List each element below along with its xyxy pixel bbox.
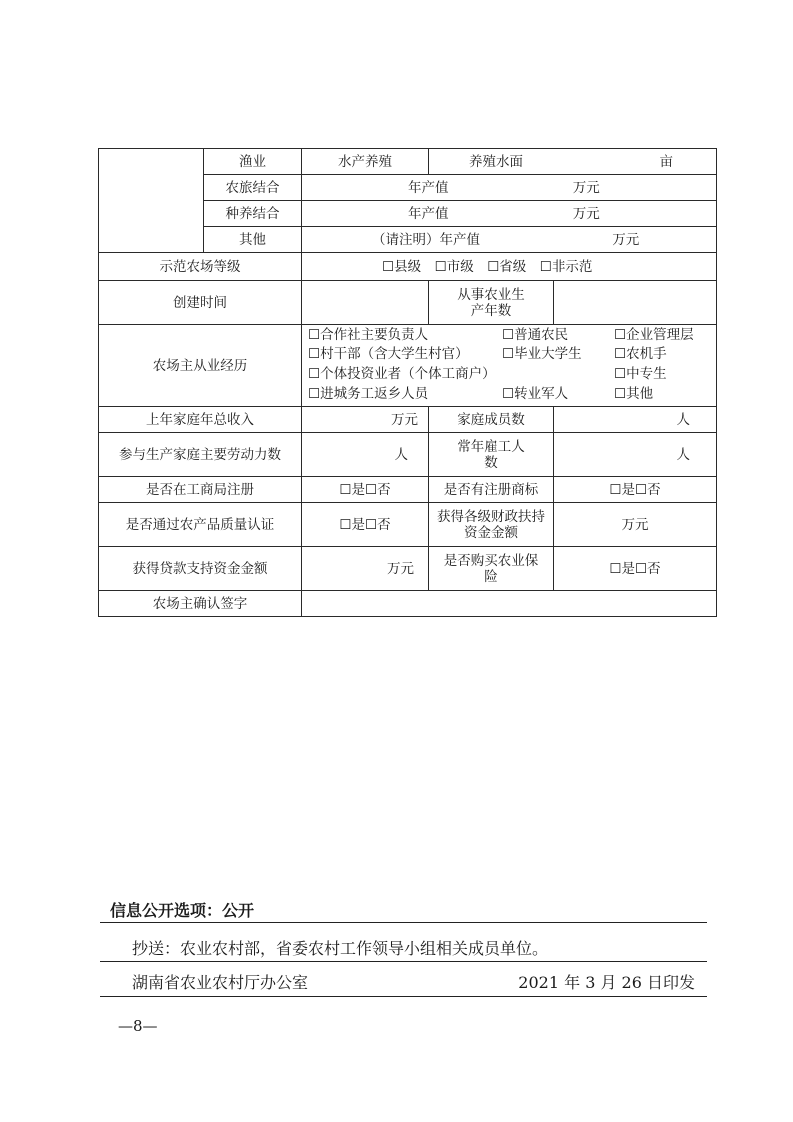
insurance-value[interactable]: ☐是☐否 <box>554 547 717 591</box>
demo-level-label: 示范农场等级 <box>99 253 302 281</box>
divider-top <box>100 922 707 923</box>
farming-years-text: 从事农业生产年数 <box>457 286 525 319</box>
category-cell <box>99 149 204 253</box>
row-fishery <box>99 149 717 175</box>
agritourism-unit: 万元 <box>572 179 600 196</box>
crop-livestock-label: 种养结合 <box>204 201 302 227</box>
registered-label: 是否在工商局注册 <box>99 477 302 503</box>
other-label: 其他 <box>204 227 302 253</box>
insurance-text: 是否购买农业保险 <box>443 552 539 585</box>
crop-livestock-unit: 万元 <box>572 205 600 222</box>
experience-options-cell <box>302 325 717 407</box>
crop-livestock-value-cell[interactable] <box>302 201 717 227</box>
aquaculture-label: 水产养殖 <box>302 149 429 175</box>
labor-label: 参与生产家庭主要劳动力数 <box>99 433 302 477</box>
experience-options <box>302 326 716 406</box>
fishery-label: 渔业 <box>204 149 302 175</box>
loan-label: 获得贷款支持资金金额 <box>99 547 302 591</box>
disclosure-option: 信息公开选项：公开 <box>110 901 255 920</box>
trademark-label: 是否有注册商标 <box>429 477 554 503</box>
agritourism-label: 农旅结合 <box>204 175 302 201</box>
founded-label: 创建时间 <box>99 281 302 325</box>
income-value[interactable]: 万元 <box>302 407 429 433</box>
crop-livestock-output-label: 年产值 <box>408 205 449 222</box>
exp-ordinary-farmer[interactable]: ☐普通农民 <box>502 326 569 343</box>
row-labor <box>99 433 717 477</box>
farming-years-label <box>429 281 554 325</box>
exp-individual-investor[interactable]: ☐个体投资业者（个体工商户） <box>308 365 496 382</box>
loan-value[interactable]: 万元 <box>302 547 429 591</box>
other-output-label: （请注明）年产值 <box>372 231 480 248</box>
demo-level-options[interactable]: ☐县级 ☐市级 ☐省级 ☐非示范 <box>302 253 717 281</box>
exp-other[interactable]: ☐其他 <box>614 385 654 402</box>
water-area-cell[interactable] <box>429 149 717 175</box>
exp-vocational[interactable]: ☐中专生 <box>614 365 667 382</box>
farming-years-value[interactable] <box>554 281 717 325</box>
trademark-value[interactable]: ☐是☐否 <box>554 477 717 503</box>
signature-label: 农场主确认签字 <box>99 591 302 617</box>
row-loan <box>99 547 717 591</box>
signature-value[interactable] <box>302 591 717 617</box>
insurance-label <box>429 547 554 591</box>
exp-coop-leader[interactable]: ☐合作社主要负责人 <box>308 326 429 343</box>
other-unit: 万元 <box>612 231 640 248</box>
founded-value[interactable] <box>302 281 429 325</box>
divider-bottom <box>100 996 707 997</box>
farm-info-table <box>98 148 717 617</box>
row-founded <box>99 281 717 325</box>
row-demo-level <box>99 253 717 281</box>
certified-label: 是否通过农产品质量认证 <box>99 503 302 547</box>
registered-value[interactable]: ☐是☐否 <box>302 477 429 503</box>
cc-line: 抄送：农业农村部，省委农村工作领导小组相关成员单位。 <box>132 939 549 958</box>
row-experience <box>99 325 717 407</box>
exp-enterprise-mgmt[interactable]: ☐企业管理层 <box>614 326 694 343</box>
hired-value[interactable]: 人 <box>554 433 717 477</box>
experience-label: 农场主从业经历 <box>99 325 302 407</box>
exp-returning-migrant[interactable]: ☐进城务工返乡人员 <box>308 385 429 402</box>
exp-graduate[interactable]: ☐毕业大学生 <box>502 345 582 362</box>
subsidy-label <box>429 503 554 547</box>
water-area-unit: 亩 <box>659 153 673 170</box>
exp-village-cadre[interactable]: ☐村干部（含大学生村官） <box>308 345 469 362</box>
agritourism-value-cell[interactable] <box>302 175 717 201</box>
members-value[interactable]: 人 <box>554 407 717 433</box>
labor-value[interactable]: 人 <box>302 433 429 477</box>
issuer: 湖南省农业农村厅办公室 <box>132 973 309 992</box>
income-label: 上年家庭年总收入 <box>99 407 302 433</box>
exp-machine-operator[interactable]: ☐农机手 <box>614 345 667 362</box>
agritourism-output-label: 年产值 <box>408 179 449 196</box>
certified-value[interactable]: ☐是☐否 <box>302 503 429 547</box>
water-area-label: 养殖水面 <box>469 153 523 170</box>
hired-label <box>429 433 554 477</box>
divider-middle <box>100 961 707 962</box>
row-income <box>99 407 717 433</box>
row-registered <box>99 477 717 503</box>
subsidy-text: 获得各级财政扶持资金金额 <box>437 508 545 541</box>
row-signature <box>99 591 717 617</box>
hired-text: 常年雇工人数 <box>457 438 525 471</box>
row-certified <box>99 503 717 547</box>
members-label: 家庭成员数 <box>429 407 554 433</box>
issue-date: 2021 年 3 月 26 日印发 <box>518 973 695 992</box>
subsidy-value[interactable]: 万元 <box>554 503 717 547</box>
exp-veteran[interactable]: ☐转业军人 <box>502 385 569 402</box>
page-number: —8— <box>118 1017 158 1035</box>
other-value-cell[interactable] <box>302 227 717 253</box>
